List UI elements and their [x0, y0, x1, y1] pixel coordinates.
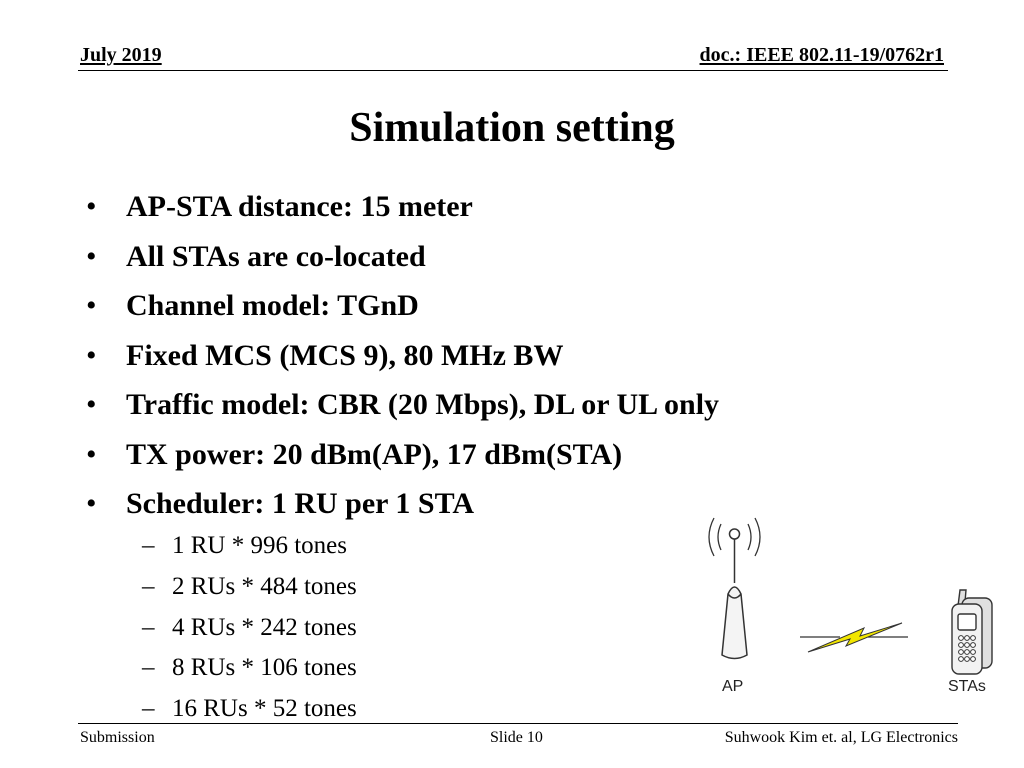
sub-bullet-text: 8 RUs * 106 tones: [172, 654, 357, 682]
bullet-list: [84, 185, 719, 532]
bullet-marker: •: [86, 388, 97, 421]
sub-bullet-item: [142, 690, 357, 731]
bullet-text: TX power: 20 dBm(AP), 17 dBm(STA): [126, 437, 623, 471]
bullet-item: [84, 284, 719, 334]
sub-bullet-list: [142, 527, 357, 731]
sub-bullet-text: 4 RUs * 242 tones: [172, 613, 357, 641]
bullet-marker: •: [86, 239, 97, 273]
header-doc-id: doc.: IEEE 802.11-19/0762r1: [699, 44, 944, 66]
bullet-item: [84, 185, 719, 235]
bullet-text: All STAs are co-located: [126, 239, 426, 273]
ap-sta-diagram: [690, 510, 1010, 700]
header-divider: [78, 70, 948, 71]
sub-bullet-text: 1 RU * 996 tones: [172, 532, 347, 559]
footer-divider: [78, 723, 958, 724]
sub-bullet-item: [142, 527, 357, 568]
sub-bullet-marker: –: [142, 654, 155, 682]
sub-bullet-marker: –: [142, 613, 155, 641]
sub-bullet-item: [142, 609, 357, 650]
bullet-item: [84, 433, 719, 483]
bullet-marker: •: [86, 190, 97, 223]
sub-bullet-item: [142, 649, 357, 690]
footer-authors: Suhwook Kim et. al, LG Electronics: [724, 729, 958, 746]
bullet-text: Fixed MCS (MCS 9), 80 MHz BW: [126, 338, 564, 372]
sub-bullet-marker: –: [142, 695, 155, 722]
bullet-marker: •: [86, 437, 97, 471]
sub-bullet-item: [142, 568, 357, 609]
footer-slide-number: Slide 10: [490, 729, 543, 746]
wireless-link-icon: [800, 623, 908, 652]
station-phones-icon: [952, 590, 992, 674]
bullet-text: Channel model: TGnD: [126, 289, 419, 322]
bullet-text: Traffic model: CBR (20 Mbps), DL or UL only: [126, 388, 720, 421]
sub-bullet-marker: –: [142, 532, 155, 559]
access-point-icon: [722, 529, 747, 659]
bullet-marker: •: [86, 338, 97, 372]
header-date: July 2019: [80, 44, 162, 66]
stas-label: STAs: [948, 678, 986, 695]
sub-bullet-marker: –: [142, 572, 155, 600]
sub-bullet-text: 16 RUs * 52 tones: [172, 695, 357, 722]
slide-title: Simulation setting: [349, 105, 675, 151]
bullet-item: [84, 235, 719, 285]
bullet-item: [84, 334, 719, 384]
bullet-text: Scheduler: 1 RU per 1 STA: [126, 487, 475, 520]
bullet-marker: •: [86, 289, 97, 322]
bullet-item: [84, 383, 719, 433]
footer-submission: Submission: [80, 729, 155, 746]
ap-label: AP: [722, 678, 744, 695]
sub-bullet-text: 2 RUs * 484 tones: [172, 572, 357, 600]
bullet-text: AP-STA distance: 15 meter: [126, 190, 473, 223]
diagram-graphic: [690, 510, 1010, 700]
bullet-marker: •: [86, 487, 97, 520]
bullet-item: [84, 482, 719, 532]
